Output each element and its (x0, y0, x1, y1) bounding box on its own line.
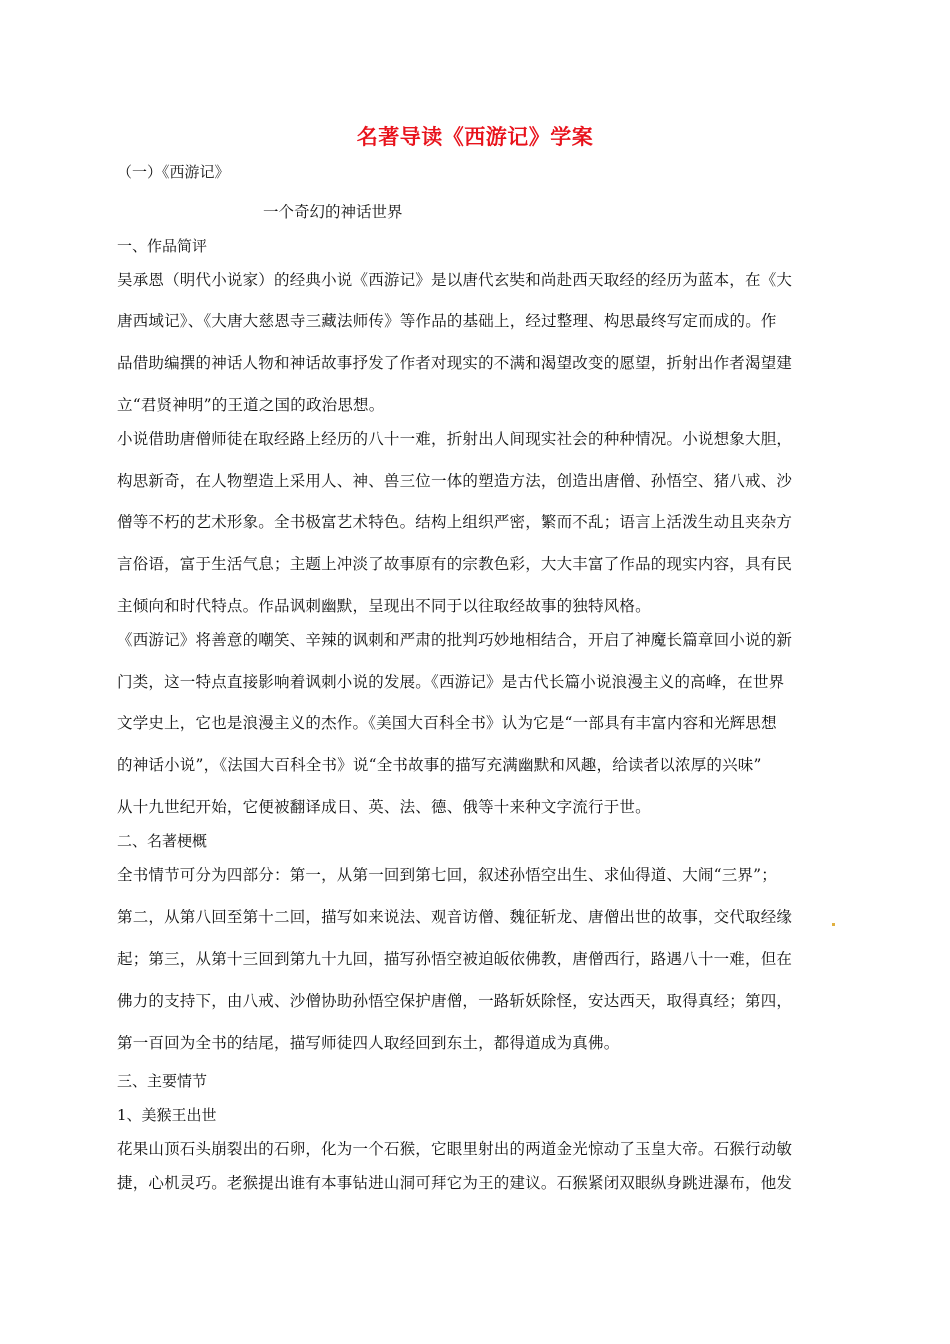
section-heading-plot: 三、主要情节 (117, 1072, 208, 1090)
paragraph-line: 文学史上，它也是浪漫主义的杰作。《美国大百科全书》认为它是“一部具有丰富内容和光辉思想 (117, 714, 777, 732)
paragraph-line: 全书情节可分为四部分：第一，从第一回到第七回，叙述孙悟空出生、求仙得道、大闹“三界”； (117, 866, 777, 884)
paragraph-line: 唐西域记》、《大唐大慈恩寺三藏法师传》等作品的基础上，经过整理、构思最终写定而成的。作 (117, 312, 777, 330)
paragraph-line: 主倾向和时代特点。作品讽刺幽默，呈现出不同于以往取经故事的独特风格。 (117, 597, 651, 615)
paragraph-line: 吴承恩（明代小说家）的经典小说《西游记》是以唐代玄奘和尚赴西天取经的经历为蓝本，在《大 (117, 271, 793, 289)
paragraph-line: 言俗语，富于生活气息；主题上冲淡了故事原有的宗教色彩，大大丰富了作品的现实内容，具有民 (117, 555, 793, 573)
paragraph-line: 的神话小说”，《法国大百科全书》说“全书故事的描写充满幽默和风趣，给读者以浓厚的兴味” (117, 756, 762, 774)
paragraph-line: 门类，这一特点直接影响着讽刺小说的发展。《西游记》是古代长篇小说浪漫主义的高峰，在世界 (117, 673, 785, 691)
paragraph-line: 佛力的支持下，由八戒、沙僧协助孙悟空保护唐僧，一路斩妖除怪，安达西天，取得真经；第四， (117, 992, 793, 1010)
paragraph-line: 《西游记》将善意的嘲笑、辛辣的讽刺和严肃的批判巧妙地相结合，开启了神魔长篇章回小说的新 (117, 631, 793, 649)
section-heading-review: 一、作品简评 (117, 237, 208, 255)
document-title: 名著导读《西游记》学案 (356, 125, 594, 149)
paragraph-line: 起；第三，从第十三回到第九十九回，描写孙悟空被迫皈依佛教，唐僧西行，路遇八十一难，但在 (117, 950, 793, 968)
paragraph-line: 第二，从第八回至第十二回，描写如来说法、观音访僧、魏征斩龙、唐僧出世的故事，交代取经缘 (117, 908, 793, 926)
paragraph-line: 构思新奇，在人物塑造上采用人、神、兽三位一体的塑造方法，创造出唐僧、孙悟空、猪八戒、沙 (117, 472, 793, 490)
paragraph-line: 花果山顶石头崩裂出的石卵，化为一个石猴，它眼里射出的两道金光惊动了玉皇大帝。石猴行动敏 (117, 1140, 793, 1158)
paragraph-line: 捷，心机灵巧。老猴提出谁有本事钻进山洞可拜它为王的建议。石猴紧闭双眼纵身跳进瀑布，他发 (117, 1174, 793, 1192)
paragraph-line: 僧等不朽的艺术形象。全书极富艺术特色。结构上组织严密，繁而不乱；语言上活泼生动且夹杂方 (117, 513, 793, 531)
paragraph-line: 第一百回为全书的结尾，描写师徒四人取经回到东土，都得道成为真佛。 (117, 1034, 620, 1052)
paragraph-line: 立“君贤神明”的王道之国的政治思想。 (117, 396, 385, 414)
section-heading-synopsis: 二、名著梗概 (117, 832, 208, 850)
cursor-mark (832, 923, 835, 926)
subheading-monkey-king: 1、美猴王出世 (117, 1106, 217, 1124)
paragraph-line: 小说借助唐僧师徒在取经路上经历的八十一难，折射出人间现实社会的种种情况。小说想象大胆， (117, 430, 793, 448)
paragraph-line: 品借助编撰的神话人物和神话故事抒发了作者对现实的不满和渴望改变的愿望，折射出作者渴望建 (117, 354, 793, 372)
part-label: （一）《西游记》 (117, 163, 230, 181)
paragraph-line: 从十九世纪开始，它便被翻译成日、英、法、德、俄等十来种文字流行于世。 (117, 798, 651, 816)
document-subtitle: 一个奇幻的神话世界 (263, 203, 403, 221)
